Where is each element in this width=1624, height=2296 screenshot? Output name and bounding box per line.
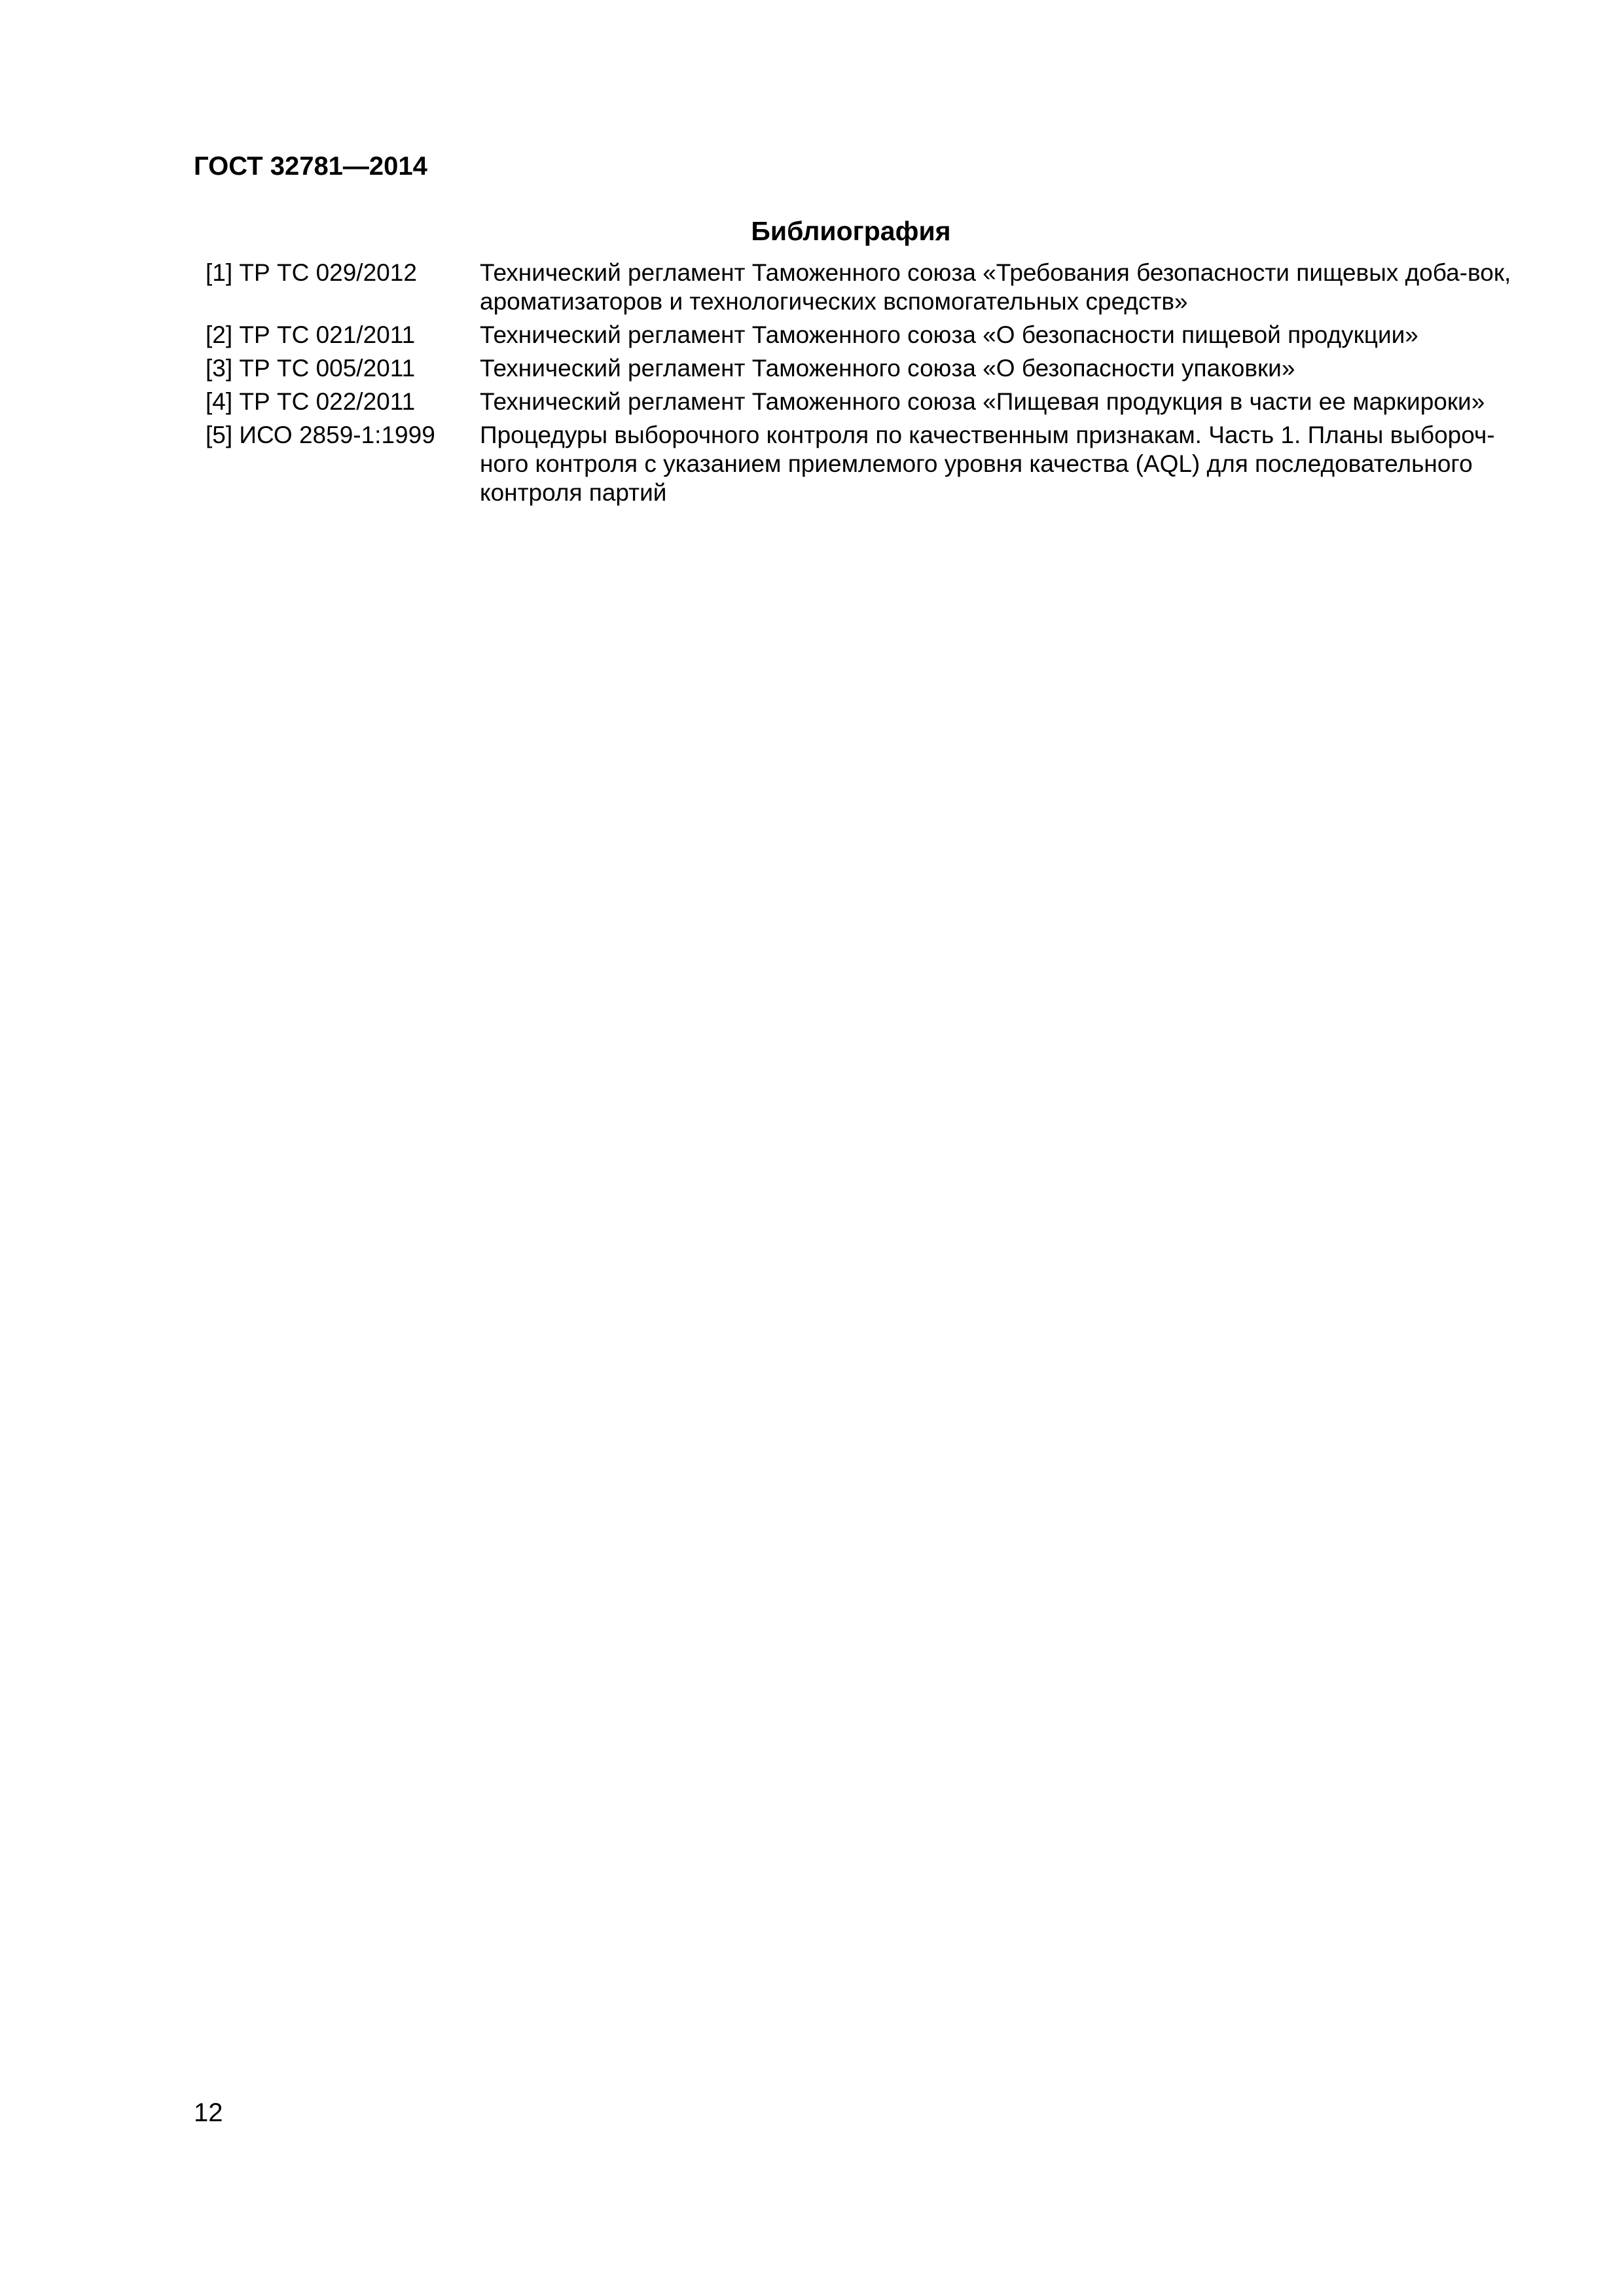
- bibliography-entry-text: Процедуры выборочного контроля по качественным признакам. Часть 1. Планы выбороч-ного контроля с указанием приемлемого уровня качества (AQL) для последовательного контроля партий: [480, 422, 1495, 506]
- bibliography-entry-ref: [1] ТР ТС 029/2012: [206, 259, 417, 286]
- bibliography-entry: [206, 259, 1528, 316]
- bibliography-entry: [206, 321, 1528, 350]
- bibliography-entry-text: Технический регламент Таможенного союза «Пищевая продукция в части ее маркироки»: [480, 388, 1485, 415]
- document-code-header: ГОСТ 32781—2014: [194, 152, 427, 181]
- bibliography-entry: [206, 387, 1528, 416]
- bibliography-entry-ref: [2] ТР ТС 021/2011: [206, 321, 416, 348]
- bibliography-title: Библиография: [751, 216, 951, 246]
- bibliography-entry: [206, 354, 1528, 383]
- bibliography-entry-text: Технический регламент Таможенного союза «Требования безопасности пищевых доба-вок, ароматизаторов и технологических вспомогательных средств»: [480, 259, 1511, 315]
- bibliography-entry-ref: [5] ИСО 2859-1:1999: [206, 422, 435, 448]
- bibliography-entry-ref: [3] ТР ТС 005/2011: [206, 355, 416, 382]
- page-number: 12: [194, 2098, 223, 2127]
- bibliography-entry-ref: [4] ТР ТС 022/2011: [206, 388, 416, 415]
- bibliography-entry: [206, 421, 1528, 507]
- bibliography-entry-text: Технический регламент Таможенного союза «О безопасности пищевой продукции»: [480, 321, 1418, 348]
- bibliography-list: [206, 259, 1528, 512]
- bibliography-entry-text: Технический регламент Таможенного союза «О безопасности упаковки»: [480, 355, 1295, 382]
